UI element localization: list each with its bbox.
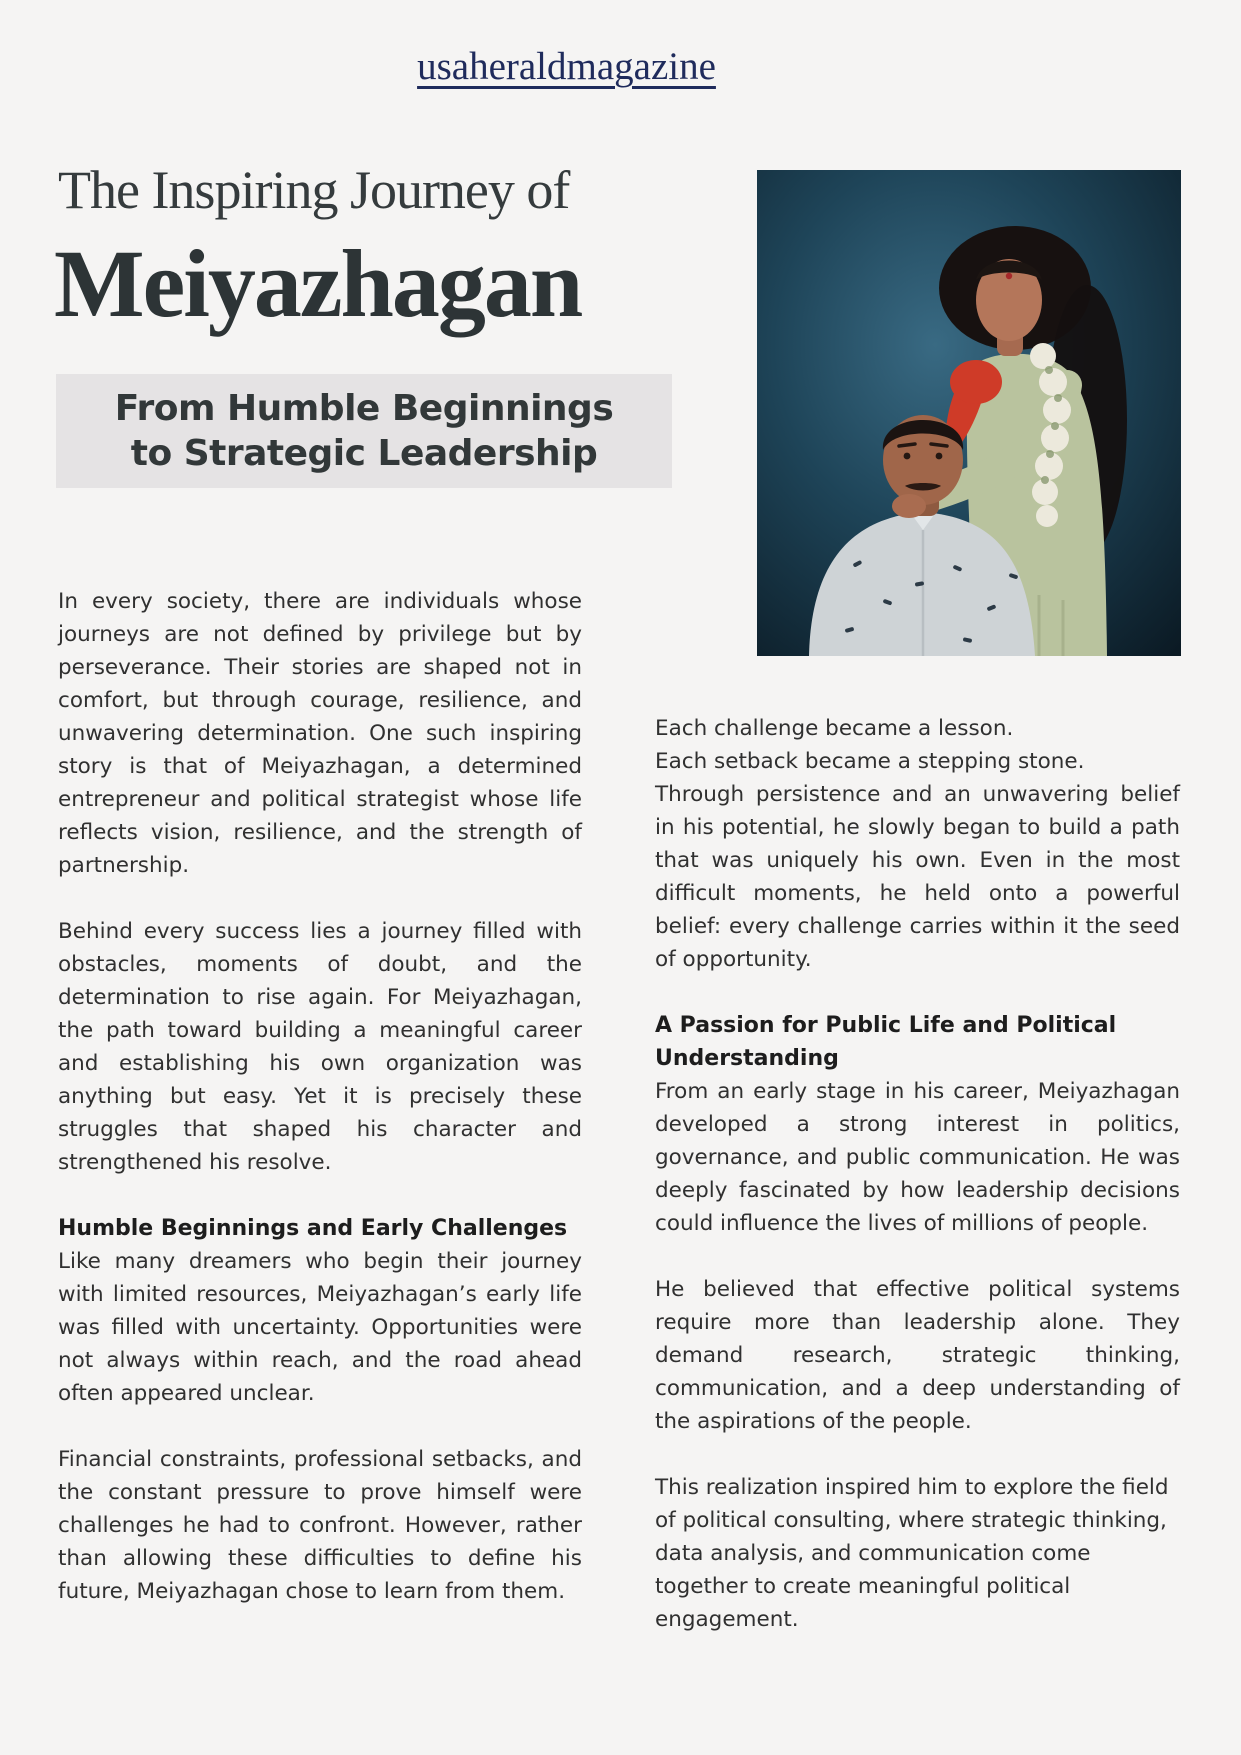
paragraph-financial-constraints: Financial constraints, professional setbacks, and the constant pressure to prove himself were challenges he had to confront. However, rather than allowing these difficulties to define his future, Meiyazhagan chose to learn from them. (58, 1447, 582, 1604)
masthead (0, 44, 1133, 89)
article-kicker-title: The Inspiring Journey of (58, 160, 570, 220)
subtitle-line-2: to Strategic Leadership (130, 433, 598, 474)
right-column (655, 712, 1180, 1669)
lesson-line-1: Each challenge became a lesson. (655, 716, 1014, 741)
paragraph-dreamers: Like many dreamers who begin their journey with limited resources, Meiyazhagan’s early life was filled with uncertainty. Opportunities were not always within reach, and the road ahead often appeared unclear. (58, 1249, 582, 1406)
paragraph-early-stage: From an early stage in his career, Meiyazhagan developed a strong interest in politics, governance, and public communication. He was deeply fascinated by how leadership decisions could influence the lives of millions of people. (655, 1079, 1180, 1236)
paragraph-persistence: Through persistence and an unwavering belief in his potential, he slowly began to build a path that was uniquely his own. Even in the most difficult moments, he held onto a powerful belief: every challenge carries within it the seed of opportunity. (655, 782, 1180, 972)
article-main-title: Meiyazhagan (54, 230, 582, 337)
paragraph-political-systems: He believed that effective political systems require more than leadership alone. They demand research, strategic thinking, communication, and a deep understanding of the aspirations of the people. (655, 1277, 1180, 1434)
couple-photo (757, 170, 1181, 656)
paragraph-behind-success: Behind every success lies a journey filled with obstacles, moments of doubt, and the determination to rise again. For Meiyazhagan, the path toward building a meaningful career and establishing his own organization was anything but easy. Yet it is precisely these struggles that shaped his character and strengthened his resolve. (58, 919, 582, 1175)
lesson-line-2: Each setback became a stepping stone. (655, 749, 1085, 774)
masthead-title[interactable]: usaheraldmagazine (417, 45, 716, 88)
article-subtitle-box (56, 374, 672, 488)
left-column (58, 585, 582, 1641)
heading-passion-public-life: A Passion for Public Life and Political Understanding (655, 1013, 1117, 1071)
couple-photo-graphic (757, 170, 1181, 656)
paragraph-intro: In every society, there are individuals whose journeys are not defined by privilege but by perseverance. Their stories are shaped not in comfort, but through courage, resilience, and unwavering determination. One such inspiring story is that of Meiyazhagan, a determined entrepreneur and political strategist whose life reflects vision, resilience, and the strength of partnership. (58, 589, 582, 878)
paragraph-realization: This realization inspired him to explore the field of political consulting, where strategic thinking, data analysis, and communication come together to create meaningful political engagement. (655, 1475, 1169, 1632)
subtitle-line-1: From Humble Beginnings (114, 388, 614, 429)
heading-humble-beginnings: Humble Beginnings and Early Challenges (58, 1216, 568, 1241)
